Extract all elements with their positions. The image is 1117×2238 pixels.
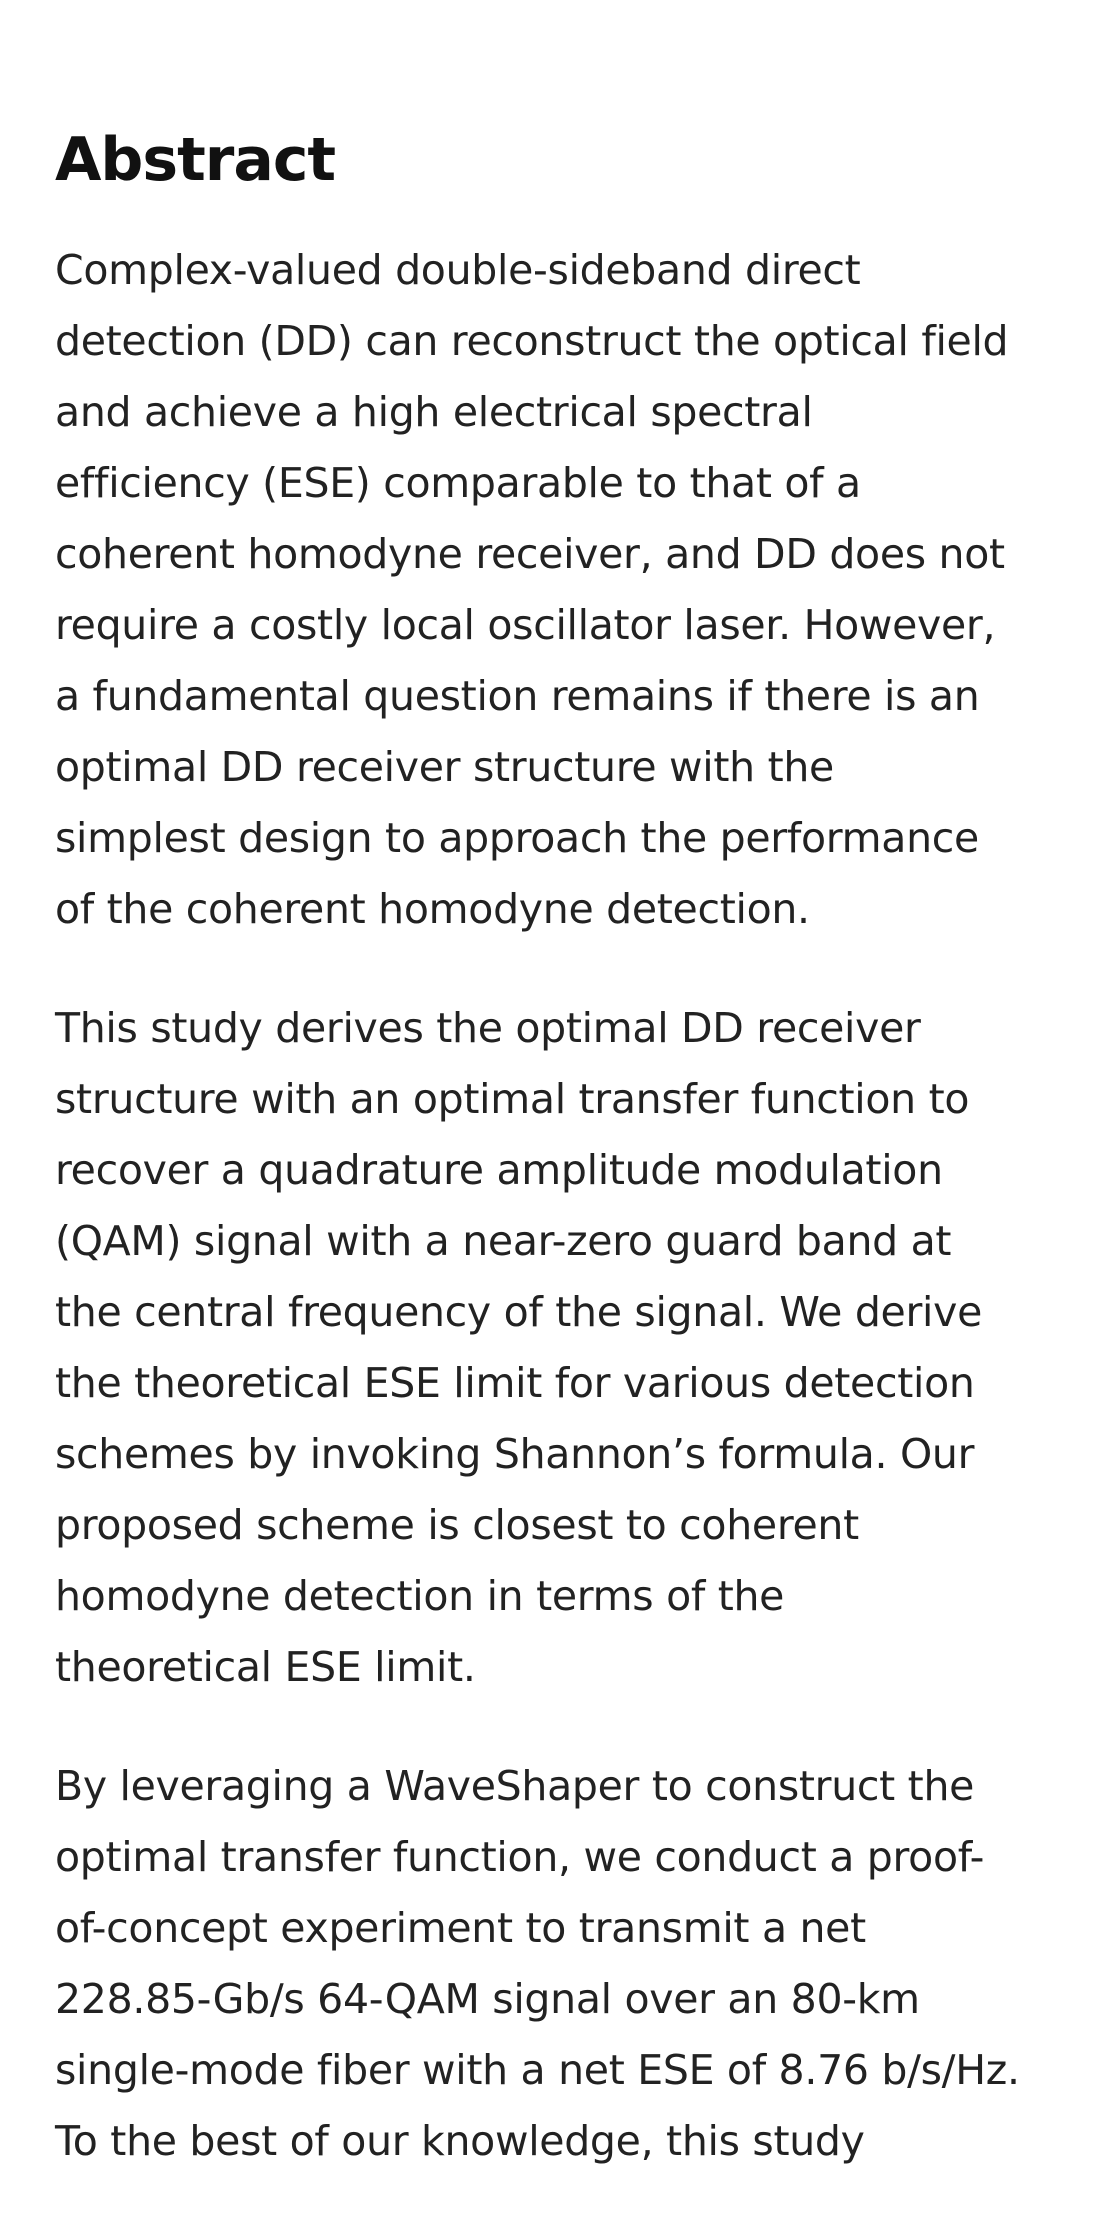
text-line: schemes by invoking Shannon’s formula. Our (55, 1430, 975, 1478)
text-line: To the best of our knowledge, this study (55, 2117, 865, 2165)
abstract-body (55, 235, 1110, 2225)
text-line: and achieve a high electrical spectral (55, 388, 813, 436)
text-line: require a costly local oscillator laser. However, (55, 601, 996, 649)
text-line: theoretical ESE limit. (55, 1643, 476, 1691)
text-line: of the coherent homodyne detection. (55, 885, 810, 933)
text-line: of-concept experiment to transmit a net (55, 1904, 866, 1952)
text-line: detection (DD) can reconstruct the optical field (55, 317, 1009, 365)
text-line: homodyne detection in terms of the (55, 1572, 785, 1620)
abstract-paragraph-3 (55, 1751, 1110, 2177)
text-line: efficiency (ESE) comparable to that of a (55, 459, 861, 507)
text-line: the central frequency of the signal. We derive (55, 1288, 983, 1336)
text-line: the theoretical ESE limit for various detection (55, 1359, 975, 1407)
text-line: 228.85-Gb/s 64-QAM signal over an 80-km (55, 1975, 920, 2023)
text-line: optimal transfer function, we conduct a proof- (55, 1833, 985, 1881)
abstract-paragraph-1 (55, 235, 1110, 945)
text-line: structure with an optimal transfer function to (55, 1075, 970, 1123)
abstract-heading: Abstract (55, 125, 336, 195)
text-line: single-mode fiber with a net ESE of 8.76 b/s/Hz. (55, 2046, 1020, 2094)
text-line: This study derives the optimal DD receiver (55, 1004, 921, 1052)
text-line: By leveraging a WaveShaper to construct the (55, 1762, 975, 1810)
abstract-paragraph-2 (55, 993, 1110, 1703)
text-line: optimal DD receiver structure with the (55, 743, 834, 791)
text-line: (QAM) signal with a near-zero guard band at (55, 1217, 952, 1265)
text-line: proposed scheme is closest to coherent (55, 1501, 859, 1549)
text-line: a fundamental question remains if there is an (55, 672, 980, 720)
text-line: simplest design to approach the performance (55, 814, 979, 862)
text-line: coherent homodyne receiver, and DD does not (55, 530, 1005, 578)
text-line: recover a quadrature amplitude modulation (55, 1146, 943, 1194)
text-line: Complex-valued double-sideband direct (55, 246, 861, 294)
